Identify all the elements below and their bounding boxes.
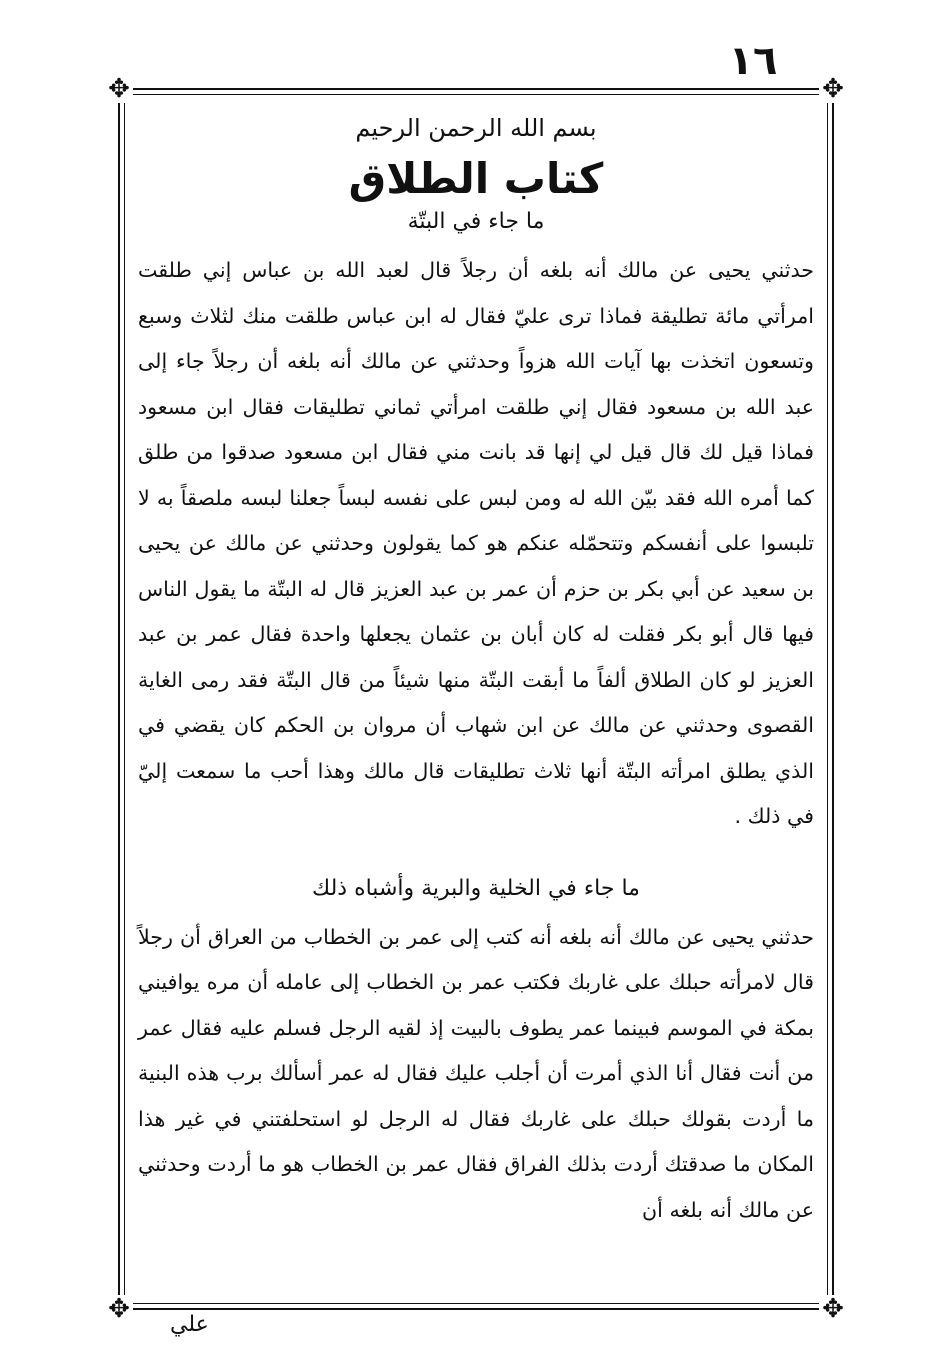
corner-ornament-icon: ✥: [105, 1295, 133, 1323]
chapter-title: ما جاء في الخلية والبرية وأشباه ذلك: [312, 875, 640, 901]
basmala: بسم الله الرحمن الرحيم: [355, 114, 597, 142]
page-number: ١٦: [728, 38, 778, 84]
chapter-text: حدثني يحيى عن مالك أنه بلغه أن رجلاً قال لعبد الله بن عباس إني طلقت امرأتي مائة تطليقة فماذا ترى عليّ فقال له ابن عباس طلقت منك لثلاث وسبع وتسعون اتخذت بها آيات الله هزواً وحدثني عن مالك أنه بلغه أن رجلاً جاء إلى عبد الله بن مسعود فقال إني طلقت امرأتي ثماني تطليقات فقال ابن مسعود فماذا قيل لك قال قيل لي إنها قد بانت مني فقال ابن مسعود صدقوا من طلق كما أمره الله فقد بيّن الله له ومن لبس على نفسه لبساً جعلنا لبسه ملصقاً به لا تلبسوا على أنفسكم وتتحمّله عنكم هو كما يقولون وحدثني عن مالك عن يحيى بن سعيد عن أبي بكر بن حزم أن عمر بن عبد العزيز قال له البتّة ما يقول الناس فيها قال أبو بكر فقلت له كان أبان بن عثمان يجعلها واحدة فقال عمر بن عبد العزيز لو كان الطلاق ألفاً ما أبقت البتّة منها شيئاً من قال البتّة فقد رمى الغاية القصوى وحدثني عن مالك عن ابن شهاب أن مروان بن الحكم كان يقضي في الذي يطلق امرأته البتّة أنها ثلاث تطليقات قال مالك وهذا أحب ما سمعت إليّ في ذلك .: [138, 258, 814, 828]
chapter-text: حدثني يحيى عن مالك أنه بلغه أنه كتب إلى عمر بن الخطاب من العراق أن رجلاً قال لامرأته حبلك على غاربك فكتب عمر بن الخطاب إلى عامله أن مره يوافيني بمكة في الموسم فبينما عمر يطوف بالبيت إذ لقيه الرجل فسلم عليه فقال عمر من أنت فقال أنا الذي أمرت أن أجلب عليك فقال له عمر أسألك برب هذه البنية ما أردت بقولك حبلك على غاربك فقال له الرجل لو استحلفتني في غير هذا المكان ما صدقتك أردت بذلك الفراق فقال عمر بن الخطاب هو ما أردت وحدثني عن مالك أنه بلغه أن: [138, 924, 814, 1222]
page-content: [138, 114, 814, 1284]
book-title: كتاب الطلاق: [348, 154, 604, 203]
catchword: علي: [170, 1312, 209, 1337]
corner-ornament-icon: ✥: [819, 75, 847, 103]
page-frame: [108, 74, 844, 1324]
corner-ornament-icon: ✥: [819, 1295, 847, 1323]
corner-ornament-icon: ✥: [105, 75, 133, 103]
chapter-title: ما جاء في البتّة: [407, 209, 545, 234]
